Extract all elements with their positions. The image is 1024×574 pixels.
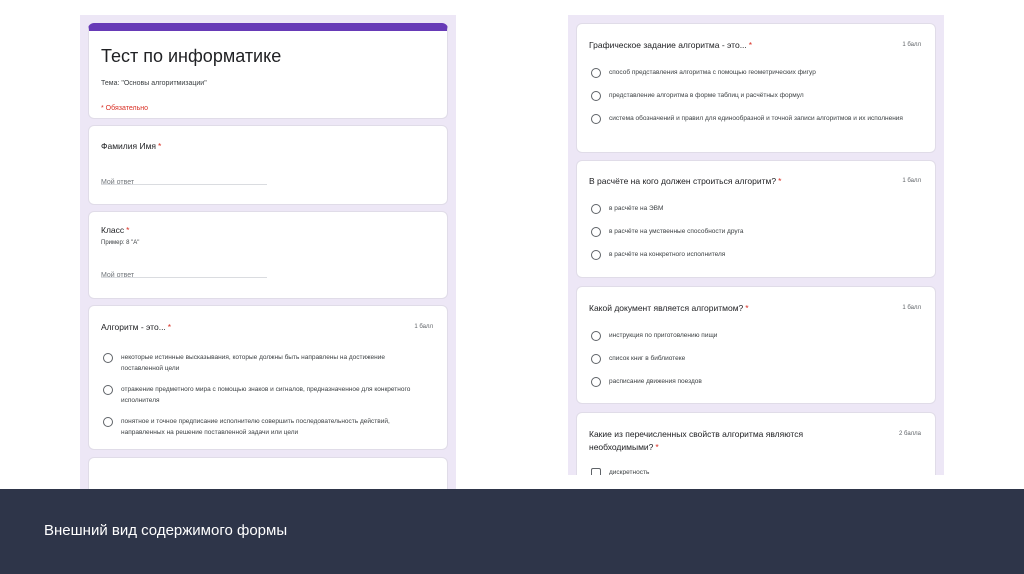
question-card-class	[88, 211, 448, 299]
option-label: инструкция по приготовлению пищи	[609, 332, 718, 339]
question-card-next	[88, 457, 448, 491]
option-label: отражение предметного мира с помощью знаков и сигналов, предназначенное для конкретного исполнителя	[121, 386, 411, 404]
radio-button[interactable]	[591, 331, 601, 341]
radio-button[interactable]	[591, 354, 601, 364]
question-points: 1 балл	[902, 305, 921, 311]
option-checkbox[interactable]	[591, 468, 909, 475]
question-points: 1 балл	[414, 324, 433, 330]
question-points: 1 балл	[902, 42, 921, 48]
option-radio[interactable]	[591, 331, 909, 341]
option-label: система обозначений и правил для единообразной и точной записи алгоритмов и их исполнения	[609, 115, 903, 122]
option-radio[interactable]	[103, 353, 421, 374]
option-radio[interactable]	[591, 354, 909, 364]
required-star: *	[778, 176, 782, 186]
required-star: *	[158, 141, 162, 151]
class-answer-field[interactable]	[101, 264, 267, 278]
option-label: понятное и точное предписание исполнителю совершить последовательность действий, направленных на решение поставленной задачи или цели	[121, 418, 390, 436]
form-title: Тест по информатике	[101, 46, 282, 66]
question-title: Какой документ является алгоритмом? *	[589, 303, 749, 313]
form-panel-left	[80, 15, 456, 491]
question-card-algorithm	[88, 305, 448, 450]
question-card-properties	[576, 412, 936, 475]
checkbox[interactable]	[591, 468, 601, 475]
question-card-whom	[576, 160, 936, 278]
question-points: 1 балл	[902, 178, 921, 184]
option-radio[interactable]	[591, 377, 909, 387]
radio-button[interactable]	[591, 204, 601, 214]
option-radio[interactable]	[591, 68, 909, 78]
option-radio[interactable]	[591, 114, 909, 124]
radio-button[interactable]	[103, 385, 113, 395]
question-points: 2 балла	[899, 431, 921, 437]
slide-caption: Внешний вид содержимого формы	[44, 522, 288, 539]
option-label: некоторые истинные высказывания, которые должны быть направлены на достижение поставленной цели	[121, 354, 385, 372]
option-label: представление алгоритма в форме таблиц и расчётных формул	[609, 92, 804, 99]
question-hint: Пример: 8 "А"	[101, 240, 140, 246]
form-header-card	[88, 23, 448, 119]
option-label: в расчёте на умственные способности друга	[609, 228, 744, 235]
radio-button[interactable]	[591, 250, 601, 260]
question-card-graphic	[576, 23, 936, 153]
radio-button[interactable]	[591, 68, 601, 78]
option-label: в расчёте на ЭВМ	[609, 205, 664, 212]
option-radio[interactable]	[591, 204, 909, 214]
question-title: В расчёте на кого должен строиться алгоритм? *	[589, 176, 782, 186]
option-label: список книг в библиотеке	[609, 355, 686, 362]
option-radio[interactable]	[103, 385, 421, 406]
form-description: Тема: "Основы алгоритмизации"	[101, 80, 207, 87]
option-label: в расчёте на конкретного исполнителя	[609, 251, 726, 258]
required-star: *	[167, 322, 172, 332]
radio-button[interactable]	[103, 417, 113, 427]
required-star: *	[126, 225, 130, 235]
option-radio[interactable]	[591, 227, 909, 237]
name-answer-field[interactable]	[101, 171, 267, 185]
radio-button[interactable]	[591, 377, 601, 387]
answer-placeholder: Мой ответ	[101, 272, 135, 279]
radio-button[interactable]	[103, 353, 113, 363]
caption-bar	[0, 489, 1024, 574]
radio-button[interactable]	[591, 91, 601, 101]
option-label: способ представления алгоритма с помощью геометрических фигур	[609, 69, 816, 76]
option-label: расписание движения поездов	[609, 378, 702, 385]
radio-button[interactable]	[591, 114, 601, 124]
question-title: Какие из перечисленных свойств алгоритма являются необходимыми? *	[589, 429, 804, 452]
option-radio[interactable]	[591, 91, 909, 101]
required-star: *	[655, 442, 659, 452]
question-title: Графическое задание алгоритма - это... *	[589, 40, 753, 50]
required-note: * Обязательно	[101, 105, 148, 112]
question-card-name	[88, 125, 448, 205]
question-title: Класс *	[101, 225, 130, 235]
radio-button[interactable]	[591, 227, 601, 237]
question-card-document	[576, 286, 936, 404]
required-star: *	[748, 40, 753, 50]
answer-placeholder: Мой ответ	[101, 179, 135, 186]
option-radio[interactable]	[591, 250, 909, 260]
option-label: дискретность	[609, 469, 650, 475]
form-panel-right	[568, 15, 944, 475]
question-title: Алгоритм - это... *	[101, 322, 172, 332]
question-title: Фамилия Имя *	[101, 141, 162, 151]
required-star: *	[745, 303, 749, 313]
option-radio[interactable]	[103, 417, 421, 438]
